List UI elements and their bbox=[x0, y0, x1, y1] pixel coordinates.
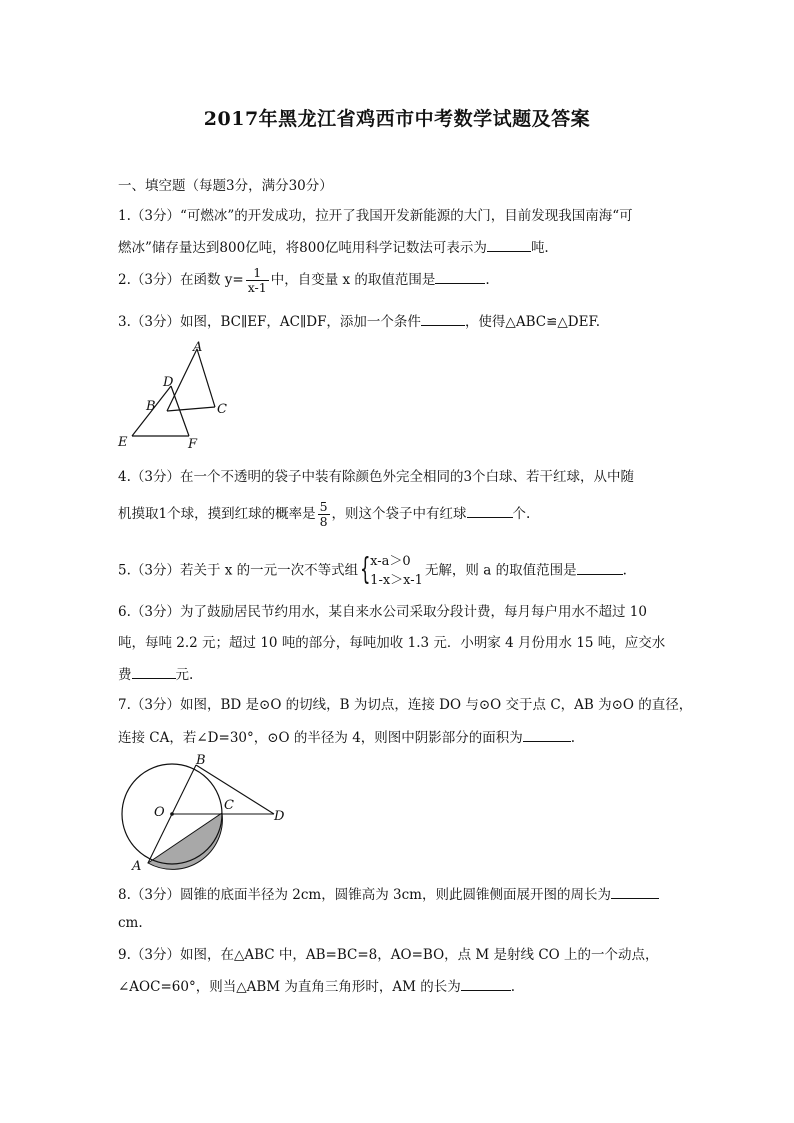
q7-end: . bbox=[570, 730, 576, 746]
q2-denominator: x-1 bbox=[247, 280, 267, 295]
q3-text: 3.（3分）如图，BC∥EF，AC∥DF，添加一个条件 bbox=[118, 314, 421, 330]
q9-answer-blank[interactable] bbox=[461, 976, 511, 991]
q9-end: . bbox=[510, 979, 516, 995]
q8-line1 bbox=[118, 884, 659, 905]
q4-fraction bbox=[318, 500, 330, 529]
q6-answer-blank[interactable] bbox=[132, 664, 176, 679]
q7-circle-figure bbox=[112, 752, 292, 874]
q5-brace: { bbox=[360, 552, 371, 587]
q6-line2: 吨，每吨 2.2 元；超过 10 吨的部分，每吨加收 1.3 元．小明家 4 月份用水 15 吨，应交水 bbox=[118, 635, 666, 651]
q7-label-c: C bbox=[224, 798, 234, 813]
q2-numerator: 1 bbox=[246, 266, 269, 281]
q5-mid: 无解，则 a 的取值范围是 bbox=[424, 562, 577, 579]
q9-text: ∠AOC=60°，则当△ABM 为直角三角形时，AM 的长为 bbox=[118, 979, 461, 995]
q1-line2 bbox=[118, 237, 549, 258]
q6-line3 bbox=[118, 664, 193, 685]
q3-label-d: D bbox=[163, 375, 174, 390]
q4-text: 机摸取1个球，摸到红球的概率是 bbox=[118, 506, 316, 522]
q3-triangle-figure bbox=[110, 338, 240, 454]
q2-fraction bbox=[246, 266, 269, 295]
section-heading: 一、填空题（每题3分，满分30分） bbox=[118, 178, 333, 194]
q8-line2: cm. bbox=[118, 915, 143, 931]
q7-answer-blank[interactable] bbox=[523, 727, 571, 742]
q2-end: . bbox=[485, 272, 490, 288]
q5-answer-blank[interactable] bbox=[577, 560, 623, 575]
q6-end: 元. bbox=[175, 667, 194, 683]
q1-line1: 1.（3分）“可燃冰”的开发成功，拉开了我国开发新能源的大门，目前发现我国南海“可 bbox=[118, 208, 633, 224]
q5-line bbox=[118, 552, 627, 590]
q5-text: 5.（3分）若关于 x 的一元一次不等式组 bbox=[118, 562, 359, 579]
q7-label-a: A bbox=[132, 859, 142, 874]
q1-answer-blank[interactable] bbox=[487, 237, 531, 252]
q3-end: ，使得△ABC≌△DEF. bbox=[464, 314, 600, 330]
q7-label-b: B bbox=[196, 753, 206, 768]
q7-label-o: O bbox=[154, 805, 165, 820]
q9-line1: 9.（3分）如图，在△ABC 中，AB=BC=8，AO=BO，点 M 是射线 CO 上的一个动点， bbox=[118, 947, 659, 963]
q3-label-c: C bbox=[217, 402, 227, 417]
q7-line1: 7.（3分）如图，BD 是⊙O 的切线，B 为切点，连接 DO 与⊙O 交于点 C，AB 为⊙O 的直径， bbox=[118, 697, 693, 713]
q7-text: 连接 CA，若∠D=30°，⊙O 的半径为 4，则图中阴影部分的面积为 bbox=[118, 730, 523, 746]
q4-numerator: 5 bbox=[319, 499, 328, 514]
q4-line2 bbox=[118, 500, 530, 529]
q3-label-b: B bbox=[146, 399, 156, 414]
q4-answer-blank[interactable] bbox=[467, 503, 513, 518]
q1-text: 燃冰”储存量达到800亿吨，将800亿吨用科学记数法可表示为 bbox=[118, 240, 487, 256]
q6-text: 费 bbox=[118, 667, 132, 683]
q2-line bbox=[118, 266, 490, 295]
q3-answer-blank[interactable] bbox=[421, 311, 465, 326]
q7-label-d: D bbox=[274, 809, 285, 824]
q5-row1: x-a＞0 bbox=[370, 554, 411, 569]
q4-denominator: 8 bbox=[319, 514, 328, 529]
q2-text: 2.（3分）在函数 y= bbox=[118, 272, 244, 288]
q8-answer-blank[interactable] bbox=[611, 884, 659, 899]
q2-answer-blank[interactable] bbox=[435, 269, 485, 284]
q3-line bbox=[118, 311, 600, 332]
q4-mid: ，则这个袋子中有红球 bbox=[331, 506, 467, 522]
q5-row2: 1-x＞x-1 bbox=[370, 573, 423, 588]
q5-inequality-system bbox=[360, 552, 423, 590]
q9-line2 bbox=[118, 976, 515, 997]
q2-mid: 中，自变量 x 的取值范围是 bbox=[270, 272, 436, 288]
q8-text: 8.（3分）圆锥的底面半径为 2cm，圆锥高为 3cm，则此圆锥侧面展开图的周长为 bbox=[118, 887, 611, 903]
q3-label-f: F bbox=[188, 437, 198, 452]
q4-end: 个. bbox=[512, 506, 531, 522]
q5-end: . bbox=[622, 562, 627, 579]
q3-label-e: E bbox=[118, 435, 128, 450]
q1-end: 吨. bbox=[530, 240, 549, 256]
q7-line2 bbox=[118, 727, 575, 748]
q6-line1: 6.（3分）为了鼓励居民节约用水，某自来水公司采取分段计费，每月每户用水不超过 10 bbox=[118, 604, 647, 620]
q3-label-a: A bbox=[193, 340, 203, 355]
page-title: 2017年黑龙江省鸡西市中考数学试题及答案 bbox=[203, 108, 591, 130]
q4-line1: 4.（3分）在一个不透明的袋子中装有除颜色外完全相同的3个白球、若干红球，从中随 bbox=[118, 469, 635, 485]
